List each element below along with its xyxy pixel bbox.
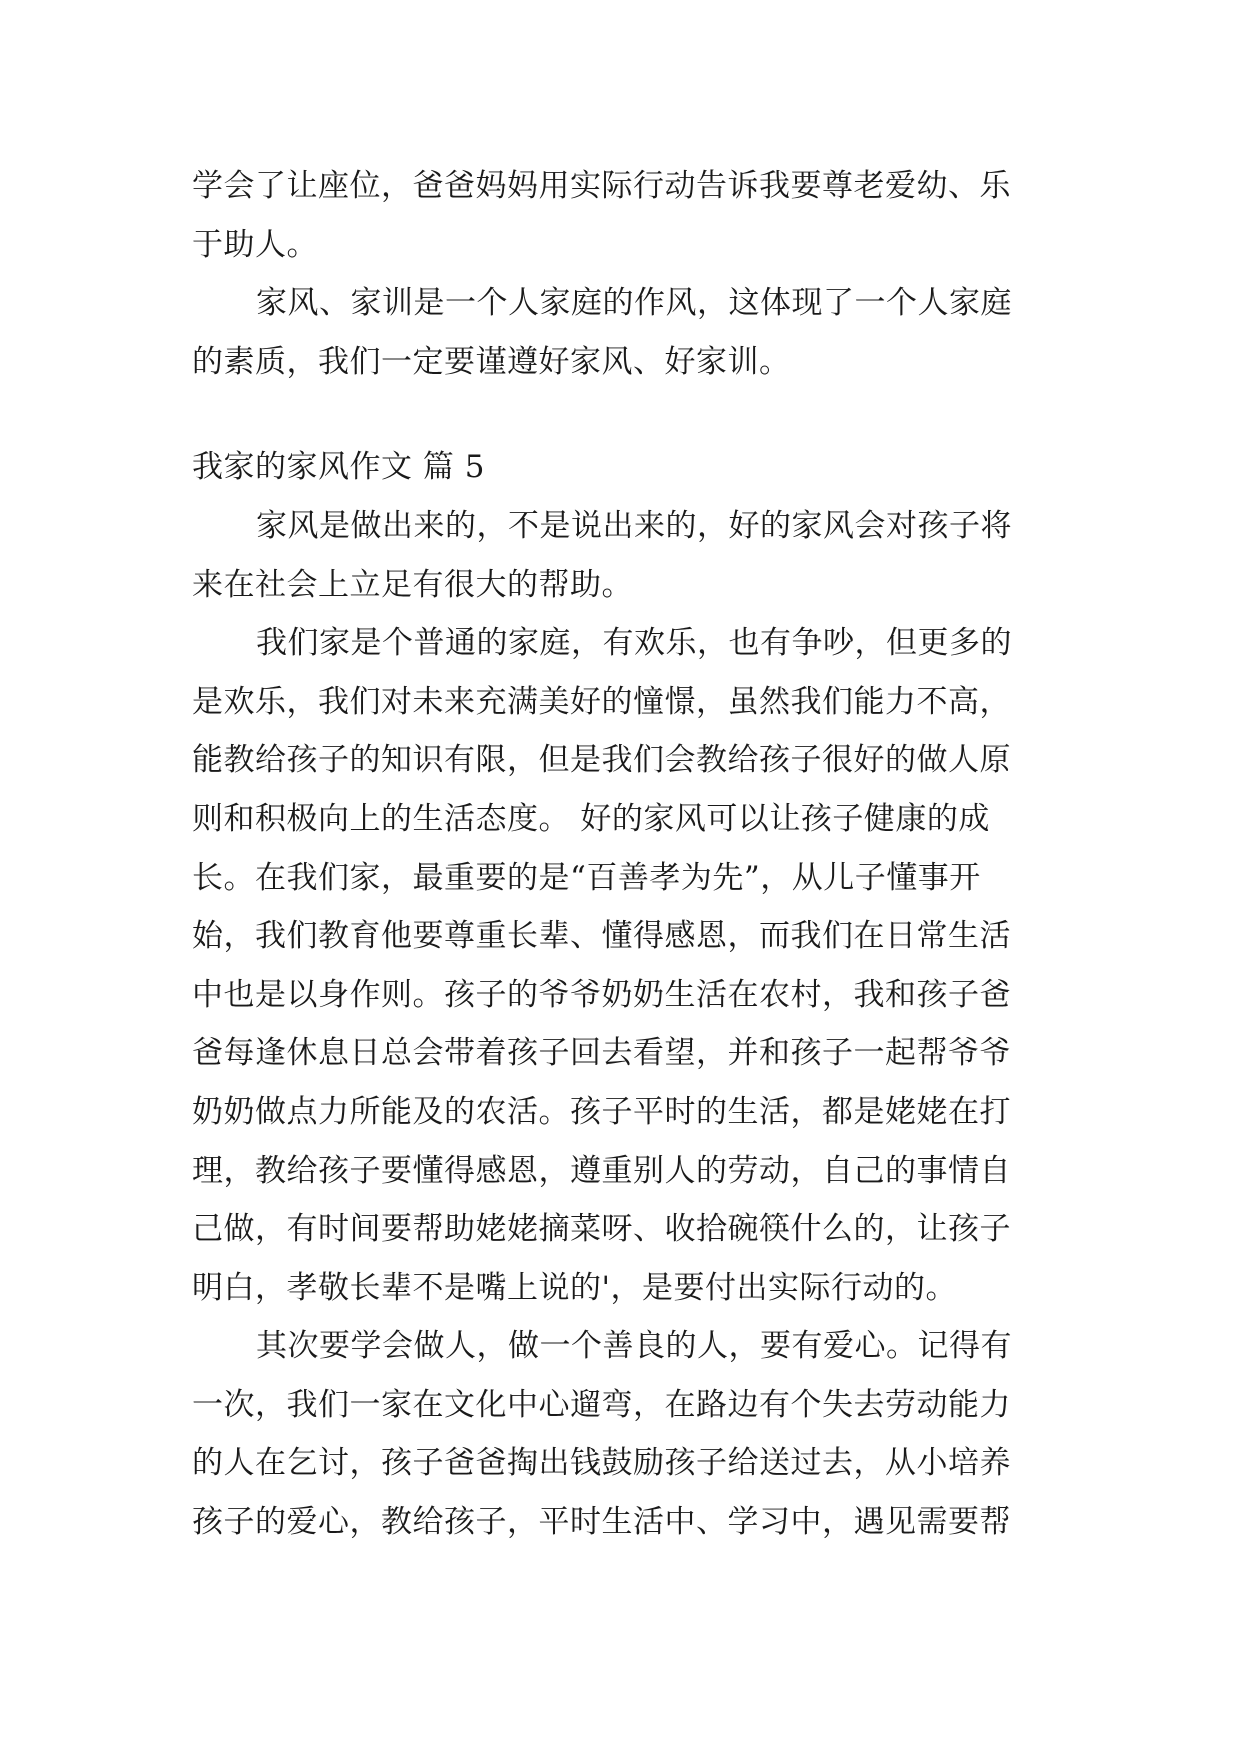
text-line: 则和积极向上的生活态度。 好的家风可以让孩子健康的成: [192, 800, 990, 837]
text-line: 中也是以身作则。孩子的爷爷奶奶生活在农村，我和孩子爸: [192, 976, 1011, 1013]
text-line: 理，教给孩子要懂得感恩，遵重别人的劳动，自己的事情自: [192, 1152, 1011, 1189]
continuation-paragraph: [192, 157, 1054, 274]
paragraph-2: [192, 614, 1054, 1317]
text-line: 孩子的爱心，教给孩子，平时生活中、学习中，遇见需要帮: [192, 1504, 1011, 1541]
text-line: 爸每逢休息日总会带着孩子回去看望，并和孩子一起帮爷爷: [192, 1035, 1011, 1072]
text-line: 学会了让座位，爸爸妈妈用实际行动告诉我要尊老爱幼、乐: [192, 168, 1011, 204]
text-line: 于助人。: [192, 226, 318, 263]
text-line: 奶奶做点力所能及的农活。孩子平时的生活，都是姥姥在打: [192, 1093, 1011, 1130]
document-body: [192, 157, 1054, 1552]
text-line: 是欢乐，我们对未来充满美好的憧憬，虽然我们能力不高，: [192, 683, 1011, 720]
text-line: 的人在乞讨，孩子爸爸掏出钱鼓励孩子给送过去，从小培养: [192, 1445, 1011, 1482]
section-spacer: [192, 391, 1054, 438]
text-line: 己做，有时间要帮助姥姥摘菜呀、收拾碗筷什么的，让孩子: [192, 1211, 1011, 1248]
text-line: 一次，我们一家在文化中心遛弯，在路边有个失去劳动能力: [192, 1386, 1011, 1423]
section-title: 我家的家风作文 篇 5: [192, 449, 485, 486]
text-line: 的素质，我们一定要谨遵好家风、好家训。: [192, 343, 791, 380]
text-line: 其次要学会做人，做一个善良的人，要有爱心。记得有: [256, 1328, 1012, 1365]
text-line: 家风、家训是一个人家庭的作风，这体现了一个人家庭: [256, 285, 1012, 322]
text-line: 我们家是个普通的家庭，有欢乐，也有争吵，但更多的: [256, 625, 1012, 662]
text-line: 家风是做出来的，不是说出来的，好的家风会对孩子将: [256, 507, 1012, 544]
text-line: 长。在我们家，最重要的是“百善孝为先”，从儿子懂事开: [192, 859, 981, 896]
text-line: 明白，孝敬长辈不是嘴上说的'，是要付出实际行动的。: [192, 1269, 958, 1306]
text-line: 能教给孩子的知识有限，但是我们会教给孩子很好的做人原: [192, 742, 1011, 779]
text-line: 始，我们教育他要尊重长辈、懂得感恩，而我们在日常生活: [192, 918, 1011, 955]
paragraph-3: [192, 1317, 1054, 1551]
text-line: 来在社会上立足有很大的帮助。: [192, 566, 633, 603]
paragraph-1: [192, 497, 1054, 614]
closing-paragraph: [192, 274, 1054, 391]
